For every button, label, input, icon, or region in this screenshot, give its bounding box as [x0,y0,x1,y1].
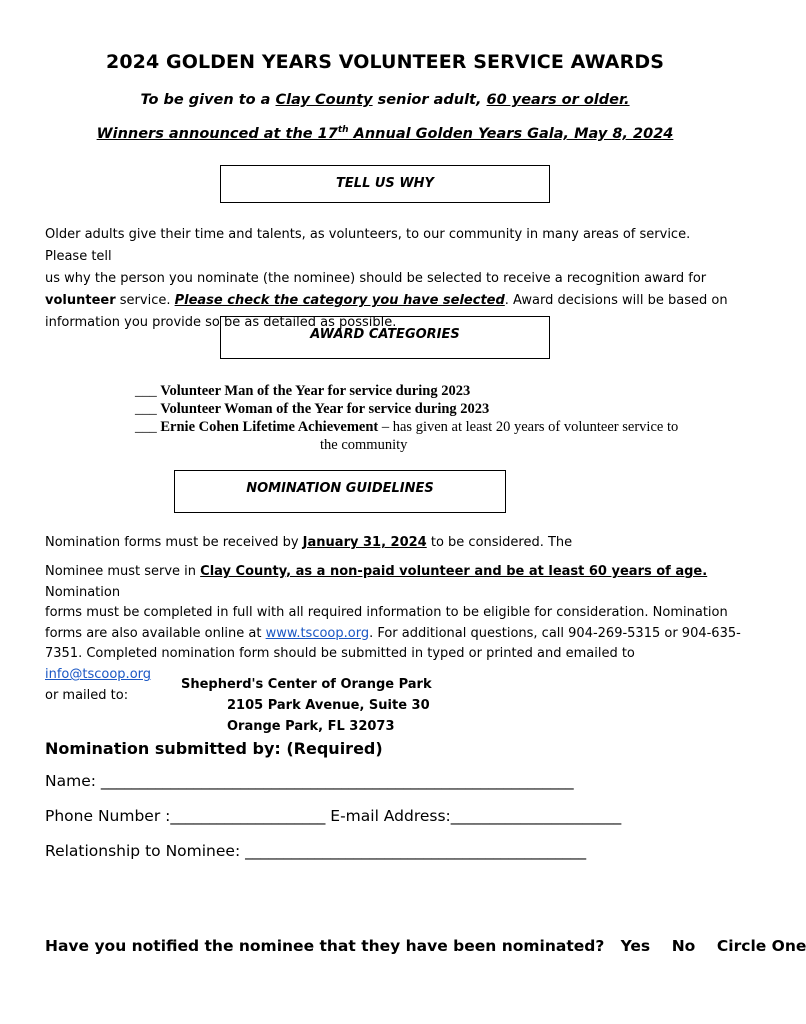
answer-yes[interactable]: Yes [620,937,651,955]
award-categories-heading-box [220,316,550,359]
name-field[interactable]: _____________________________________________________________ [100,772,574,790]
award-categories-heading: AWARD CATEGORIES [310,327,460,342]
circle-one-instruction: Circle One [716,937,806,955]
relationship-field-row [45,842,586,860]
category-item-woman[interactable] [135,400,678,418]
category-blank[interactable]: ___ [135,383,161,399]
relationship-field[interactable]: ____________________________________________ [245,842,587,860]
guidelines-line-3: forms must be completed in full with all required information to be eligible for consideration. Nomination [45,605,728,621]
tell-line-1: Older adults give their time and talents, as volunteers, to our community in many areas of service. Please tell [45,227,691,264]
category-blank[interactable]: ___ [135,401,161,417]
guidelines-line-1-pre: Nomination forms must be received by [45,535,303,550]
submitted-by-heading: Nomination submitted by: (Required) [45,739,383,758]
gala-post: Annual Golden Years Gala, May 8, 2024 [348,126,674,142]
phone-label: Phone Number : [45,807,171,825]
tell-line-2: us why the person you nominate (the nominee) should be selected to receive a recognition award for [45,271,707,286]
subtitle-eligibility [0,92,770,108]
address-name: Shepherd's Center of Orange Park [181,677,432,692]
tell-us-why-heading-box [220,165,550,203]
subtitle-gala [0,126,770,142]
tell-us-why-heading: TELL US WHY [336,176,434,191]
guidelines-line-4-pre: forms are also available online at [45,625,266,641]
notified-question: Have you notified the nominee that they have been nominated? [45,937,605,955]
name-label: Name: [45,772,101,790]
address-city: Orange Park, FL 32073 [227,719,395,734]
gala-sup: th [337,125,349,136]
guidelines-line-2-pre: Nominee must serve in [45,564,201,579]
answer-no[interactable]: No [671,937,696,955]
award-category-list [135,382,678,454]
eligibility-requirements: Clay County, as a non-paid volunteer and be at least 60 years of age. [200,564,708,579]
contact-field-row [45,807,621,825]
category-item-man[interactable] [135,382,678,400]
email-field[interactable]: ______________________ [450,807,622,825]
category-label: Ernie Cohen Lifetime Achievement [160,419,379,435]
category-description: – has given at least 20 years of volunteer service to [378,419,679,435]
tell-check-category: Please check the category you have selected [174,293,505,308]
category-item-lifetime-cont: the community [320,437,408,453]
subtitle-age: 60 years or older. [486,92,630,108]
guidelines-line-2 [45,562,745,603]
nomination-guidelines-heading-box [174,470,506,513]
guidelines-line-6: or mailed to: [45,687,129,703]
guidelines-line-5-pre: 7351. Completed nomination form should be submitted in typed or printed and emailed to [45,646,635,662]
guidelines-line-1-post: to be considered. The [426,535,573,550]
guidelines-line-4 [45,624,745,645]
category-label: Volunteer Woman of the Year for service during 2023 [160,401,490,417]
category-blank[interactable]: ___ [135,419,161,435]
tell-line-4: information you provide so be as detailed as possible. [45,315,397,330]
email-label: E-mail Address: [325,807,451,825]
nomination-guidelines-heading: NOMINATION GUIDELINES [246,481,434,496]
relationship-label: Relationship to Nominee: [45,842,246,860]
email-link[interactable]: info@tscoop.org [45,666,152,682]
guidelines-line-2-post: Nomination [45,584,121,600]
tell-line-3 [45,290,735,312]
website-link[interactable]: www.tscoop.org [265,625,370,641]
tell-line-3-end: . Award decisions will be based on [504,293,728,308]
gala-pre: Winners announced at the 17 [96,126,338,142]
subtitle-pre: To be given to a [140,92,276,108]
notified-question-row [45,937,806,955]
guidelines-line-4-post: . For additional questions, call 904-269-5315 or 904-635- [369,625,741,641]
name-field-row [45,772,574,790]
address-street: 2105 Park Avenue, Suite 30 [227,698,430,713]
category-label: Volunteer Man of the Year for service during 2023 [160,383,471,399]
page-title: 2024 GOLDEN YEARS VOLUNTEER SERVICE AWARDS [106,51,664,73]
subtitle-mid: senior adult, [372,92,487,108]
guidelines-line-1 [45,532,735,554]
deadline-date: January 31, 2024 [302,535,427,550]
tell-line-3-mid: service. [115,293,175,308]
category-item-lifetime[interactable] [135,418,678,436]
subtitle-county: Clay County [275,92,373,108]
phone-field[interactable]: ____________________ [170,807,326,825]
tell-volunteer-bold: volunteer [45,293,116,308]
